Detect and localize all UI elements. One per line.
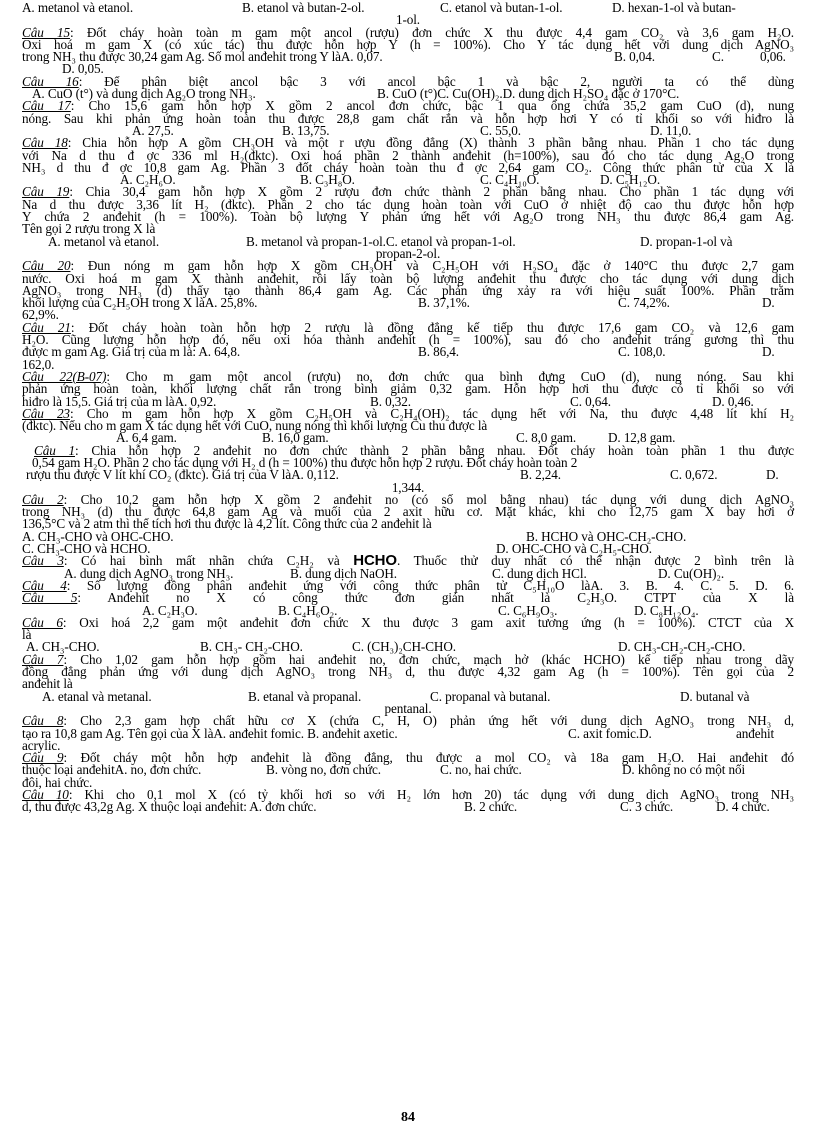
text-line [22,764,794,776]
line-text: : Đốt cháy hoàn toàn hỗn hợp 2 rượu là đồng đẳng kế tiếp thu được 17,6 gam CO₂ và 12,6 gam [70,319,794,335]
line-segment: (đktc). Nếu cho m gam X tác dụng hết với CuO, nung nóng thì khối lượng Cu thu được là [22,418,488,434]
text-line [22,122,794,138]
question-label: Câu 20 [22,258,71,274]
line-segment: là [22,627,32,643]
line-text: : Để phân biệt ancol bậc 3 với ancol bậc 1 và bậc 2, người ta có thể dùng [78,73,794,89]
line-segment: B. CH₃- CH₂-CHO. [200,639,303,655]
text-line [22,801,794,813]
line-segment: A. metanol và etanol. [22,0,134,15]
line-text: : Khi cho 0,1 mol X (có tỷ khối hơi so với H₂ lớn hơn 20) tác dụng với dung dịch AgNO₃ trong NH₃ [68,787,794,802]
line-segment: B. vòng no, đơn chức. [266,762,381,778]
line-text: : Cho m gam một ancol (rượu) no, đơn chức qua bình đựng CuO (d), nung nóng. Sau khi [106,368,794,384]
line-segment: B. 2 chức. [464,799,518,815]
line-segment: B. 13,75. [282,122,330,138]
line-text: đồng đẳng phản ứng với dung dịch AgNO₃ trong NH₃ d, thu được 4,32 gam Ag (h = 100%). Tên gọi của 2 [22,664,794,680]
line-segment: B. 86,4. [418,344,459,360]
line-segment: A. metanol và etanol. [48,233,160,249]
line-segment: khối lượng của C₂H₅OH trong X làA. 25,8%. [22,295,258,311]
question-label: Câu 3 [22,553,64,569]
line-segment: C. CH₃-CHO và HCHO. [22,541,151,557]
line-segment: D. hexan-1-ol và butan- [612,0,736,15]
question-label: Câu 2 [22,491,64,507]
text-line [22,543,794,555]
line-segment: B. HCHO và OHC-CH₂-CHO. [526,528,687,544]
text-line [22,51,794,63]
line-segment: D. CH₃-CH₂-CH₂-CHO. [618,639,746,655]
line-segment: C. 74,2%. [618,295,670,311]
line-segment: 0,06. [760,49,786,65]
question-label: Câu 9 [22,750,64,766]
line-text: trong NH₃ (d) thu được 64,8 gam Ag và muối của 2 axit hữu cơ. Mặt khác, khi cho 12,75 gam X bay hơi ở [22,504,794,520]
line-segment: B. 0,04. [614,49,655,65]
line-segment: A. CH₃-CHO. [26,639,100,655]
line-segment: D. [766,467,779,483]
text-line [22,346,794,358]
text-line [22,356,794,372]
line-segment: C. etanol và butan-1-ol. [440,0,563,15]
line-text: : Cho 2,3 gam hợp chất hữu cơ X (chứa C, H, O) phản ứng hết với dung dịch AgNO₃ trong NH₃ d, [63,713,794,729]
question-label: Câu 19 [22,184,70,200]
line-segment: A. C₂H₃O. [142,602,198,618]
line-segment: A. dung dịch AgNO₃ trong NH₃. [64,565,234,581]
line-segment: D. propan-1-ol và [640,233,733,249]
line-segment: C. 0,64. [570,393,611,409]
line-segment: D. Cu(OH)₂. [658,565,725,581]
line-segment: D. 11,0. [650,122,692,138]
text-line [22,432,794,444]
line-segment: B. C₄H₆O₂. [278,602,338,618]
line-text: propan-2-ol. [375,245,441,261]
line-segment: được m gam Ag. Giá trị của m là: A. 64,8. [22,344,241,360]
bold-formula: HCHO [353,552,397,570]
line-text: Y chứa 2 anđehit (h = 100%). Toàn bộ lượng Y phản ứng hết với Ag₂O trong NH₃ thu được 86,4 gam Ag. [22,209,794,225]
line-text: H₂O. Cũng lượng hỗn hợp đó, nếu oxi hóa thành anđehit (h = 100%), sau đó cho anđehit tráng gương thì thu [22,332,794,348]
line-segment: B. metanol và propan-1-ol.C. etanol và propan-1-ol. [246,233,516,249]
text-line [22,2,794,14]
line-segment: C. (CH₃)₂CH-CHO. [352,639,456,655]
line-text: : Chia hỗn hợp 2 anđehit no đơn chức thành 2 phần bằng nhau. Đốt cháy hoàn toàn phần 1 thu được [74,442,794,458]
line-text: Na d thu được 3,36 lít H₂ (đktc). Phần 2 cho tác dụng hoàn toàn với CuO ở nhiệt độ cao thu được hỗn hợp [22,196,794,212]
line-text: AgNO₃ trong NH₃ (d) thấy tạo thành 86,4 gam Ag. Các phản ứng xảy ra với hiệu suất 100%. Phần trăm [22,282,794,298]
question-label: Câu 4 [22,577,67,593]
question-label: Câu 10 [22,787,69,802]
page-number: 84 [401,1110,415,1125]
question-label: Câu 23 [22,405,70,421]
line-segment: B. etanal và propanal. [248,688,362,704]
line-segment: D. C₅H₁₂O. [600,172,661,188]
text-line [22,774,794,790]
question-label: Câu 1 [34,442,75,458]
line-segment: A. CH₃-CHO và OHC-CHO. [22,528,174,544]
question-label: Câu 6 [22,614,63,630]
line-text: 1-ol. [395,12,421,28]
line-text-tail: . Thuốc thử duy nhất có thể nhận được 2 bình trên là [396,553,794,569]
line-segment: D. [762,344,775,360]
line-segment: A. etanal và metanal. [42,688,152,704]
line-text: : Chia 30,4 gam hỗn hợp X gồm 2 rượu đơn chức thành 2 phần bằng nhau. Cho phần 1 tác dụng với [69,184,794,200]
line-segment: đôi, hai chức. [22,774,93,790]
text-line [22,725,794,741]
line-segment: C. 108,0. [618,344,666,360]
line-text: NH₃ d thu đ ợc 10,8 gam Ag. Phần 3 đốt cháy hoàn toàn thu đ ợc 2,64 gam CO₂. Công thức phân tử của X là [22,159,794,175]
line-segment: A. CuO (t°) và dung dịch Ag₂O trong NH₃. [32,86,256,102]
line-text: : Chia hỗn hợp A gồm CH₃OH và một r ượu đồng đẳng (X) thành 3 phần bằng nhau. Phần 1 cho tác dụng [67,135,794,151]
line-segment: trong NH₃ thu được 30,24 gam Ag. Số mol anđehit trong Y làA. 0,07. [22,49,383,65]
line-segment: C. no, hai chức. [440,762,522,778]
line-segment: 0,54 gam H₂O. Phần 2 cho tác dụng với H₂ d (h = 100%) thu được hỗn hợp 2 rượu. Đốt cháy hoàn toàn 2 [32,454,578,470]
question-label: Câu 7 [22,651,64,667]
line-segment: B. CuO (t°)C. Cu(OH)₂.D. dung dịch H₂SO₄ đặc ở 170°C. [377,86,680,102]
line-segment: B. C₃H₈O. [300,172,355,188]
text-line [22,565,794,581]
line-text: nóng. Sau khi phản ứng hoàn toàn thu được 28,8 gam chất rắn và hỗn hợp hơi Y có tỉ khối so với hiđro là [22,110,794,126]
line-segment: Tên gọi 2 rượu trong X là [22,221,156,237]
line-segment: A. 6,4 gam. [116,430,177,446]
line-segment: B. 0,32. [370,393,411,409]
line-text: : Có hai bình mất nhãn chứa C₂H₂ và [63,553,354,569]
text-line [22,688,794,704]
line-text: : Oxi hoá 2,2 gam một anđehit đơn chức X thu được 3 gam axit tương ứng (h = 100%). CTCT của X [62,614,795,630]
line-text: : Đốt cháy một hỗn hợp anđehit là đồng đẳng, thu được a mol CO₂ và 18a gam H₂O. Hai anđehit đó [63,750,795,766]
line-segment: B. dung dịch NaOH. [290,565,397,581]
line-segment: A. C₂H₆O. [120,172,176,188]
line-segment: acrylic. [22,737,61,753]
line-segment: D. 0,46. [712,393,754,409]
text-line [22,63,794,75]
line-text: phản ứng hoàn toàn, khối lượng chất rắn trong bình giảm 0,32 gam. Hỗn hợp hơi thu được có tỉ khối so với [22,381,794,397]
line-segment: anđehit [736,725,775,741]
line-text: nước. Oxi hoá m gam X thành anđehit, rồi lấy toàn bộ lượng anđehit thu được cho tác dụng với dung dịch [22,270,794,286]
line-segment: C. C₆H₉O₃. [498,602,558,618]
question-label: Câu 22(B-07) [22,368,107,384]
line-segment: d, thu được 43,2g Ag. X thuộc loại anđehit: A. đơn chức. [22,799,317,815]
line-text: Oxi hoá m gam X (có xúc tác) thu được hỗn hợp Y (h = 100%). Cho Y tác dụng hết với dung dịch AgNO₃ [22,36,794,52]
question-label: Câu 18 [22,135,68,151]
line-segment: D. 0,05. [62,61,104,77]
question-label: Câu 8 [22,713,64,729]
line-segment: C. propanal và butanal. [430,688,551,704]
text-line [22,469,794,481]
line-segment: 62,9%. [22,307,59,323]
line-segment: hiđro là 15,5. Giá trị của m làA. 0,92. [22,393,217,409]
line-segment: C. dung dịch HCl. [492,565,587,581]
line-segment: C. 55,0. [480,122,521,138]
text-line [22,614,795,630]
line-segment: 162,0. [22,356,55,372]
line-segment: D. 12,8 gam. [608,430,676,446]
question-label: Câu 5 [22,590,78,606]
line-segment: D. 4 chức. [716,799,770,815]
line-text: 1,344. [391,479,425,495]
line-text: với Na d thu đ ợc 336 ml H₂(đktc). Oxi hoá phần 2 thành anđehit (h=100%), sau đó cho tác dụng Ag₂O trong [22,147,794,163]
text-line [22,297,794,309]
line-segment: rượu thu được V lít khí CO₂ (đktc). Giá trị của V làA. 0,112. [26,467,339,483]
line-text: : Số lượng đồng phân anđehit ứng với công thức phân tử C₅H₁₀O làA. 3. B. 4. C. 5. D. 6. [66,577,794,593]
question-label: Câu 17 [22,98,71,114]
line-segment: D. C₈H₁₂O₄. [634,602,699,618]
line-segment: A. 27,5. [132,122,174,138]
line-segment: D. OHC-CHO và C₂H₅-CHO. [496,541,652,557]
line-segment: tạo ra 10,8 gam Ag. Tên gọi của X làA. anđehit fomic. B. anđehit axetic. [22,725,398,741]
question-label: Câu 15 [22,24,70,40]
line-text: : Cho 15,6 gam hỗn hợp X gồm 2 ancol đơn chức, bậc 1 qua ống chứa 35,2 gam CuO (d), nung [70,98,794,114]
text-line [22,309,794,321]
line-segment: B. 37,1%. [418,295,470,311]
text-line [22,233,794,249]
text-line [22,174,794,186]
line-segment: C. [712,49,724,65]
line-text: : Đốt cháy hoàn toàn m gam một ancol (rượu) đơn chức X thu được 4,4 gam CO₂ và 3,6 gam H₂O. [69,24,794,40]
line-segment: C. axit fomic.D. [568,725,652,741]
line-segment: thuộc loại anđehitA. no, đơn chức. [22,762,202,778]
text-line [22,737,794,753]
line-text: : Đun nóng m gam hỗn hợp X gồm CH₃OH và C₂H₅OH với H₂SO₄ đặc ở 140°C thu được 2,7 gam [70,258,794,274]
line-segment: C. C₄H₁₀O. [480,172,540,188]
line-segment: B. 2,24. [520,467,561,483]
line-text: : Cho m gam hỗn hợp X gồm C₂H₅OH và C₂H₄(OH)₂ tác dụng hết với Na, thu được 4,48 lít khí H₂ [69,405,794,421]
line-segment: D. [762,295,775,311]
text-line [22,641,794,653]
line-segment: C. 0,672. [670,467,718,483]
line-segment: D. không no có một nối [622,762,746,778]
line-text: : Cho 10,2 gam hỗn hợp X gồm 2 anđehit no (có số mol bằng nhau) tác dụng với dung dịch AgNO₃ [63,491,794,507]
line-segment: 136,5°C và 2 atm thì thể tích hơi thu được là 4,2 lít. Công thức của 2 anđehit là [22,516,432,532]
question-label: Câu 21 [22,319,71,335]
line-segment: C. 8,0 gam. [516,430,577,446]
text-line [22,88,794,100]
line-segment: B. 16,0 gam. [262,430,329,446]
text-line [22,602,794,618]
line-segment: B. etanol và butan-2-ol. [242,0,365,15]
line-text: pentanal. [384,700,432,716]
line-segment: anđehit là [22,676,73,692]
text-line [22,666,794,678]
line-text: : Cho 1,02 gam hỗn hợp gồm hai anđehit no, đơn chức, mạch hở (khác HCHO) kế tiếp nhau trong dãy [63,651,794,667]
line-segment: D. butanal và [680,688,750,704]
document-page [22,2,794,814]
text-line [22,393,794,409]
line-text: : Anđehit no X có công thức đơn giản nhất là C₂H₃O. CTPT của X là [77,590,794,606]
line-segment: C. 3 chức. [620,799,674,815]
question-label: Câu 16 [22,73,79,89]
